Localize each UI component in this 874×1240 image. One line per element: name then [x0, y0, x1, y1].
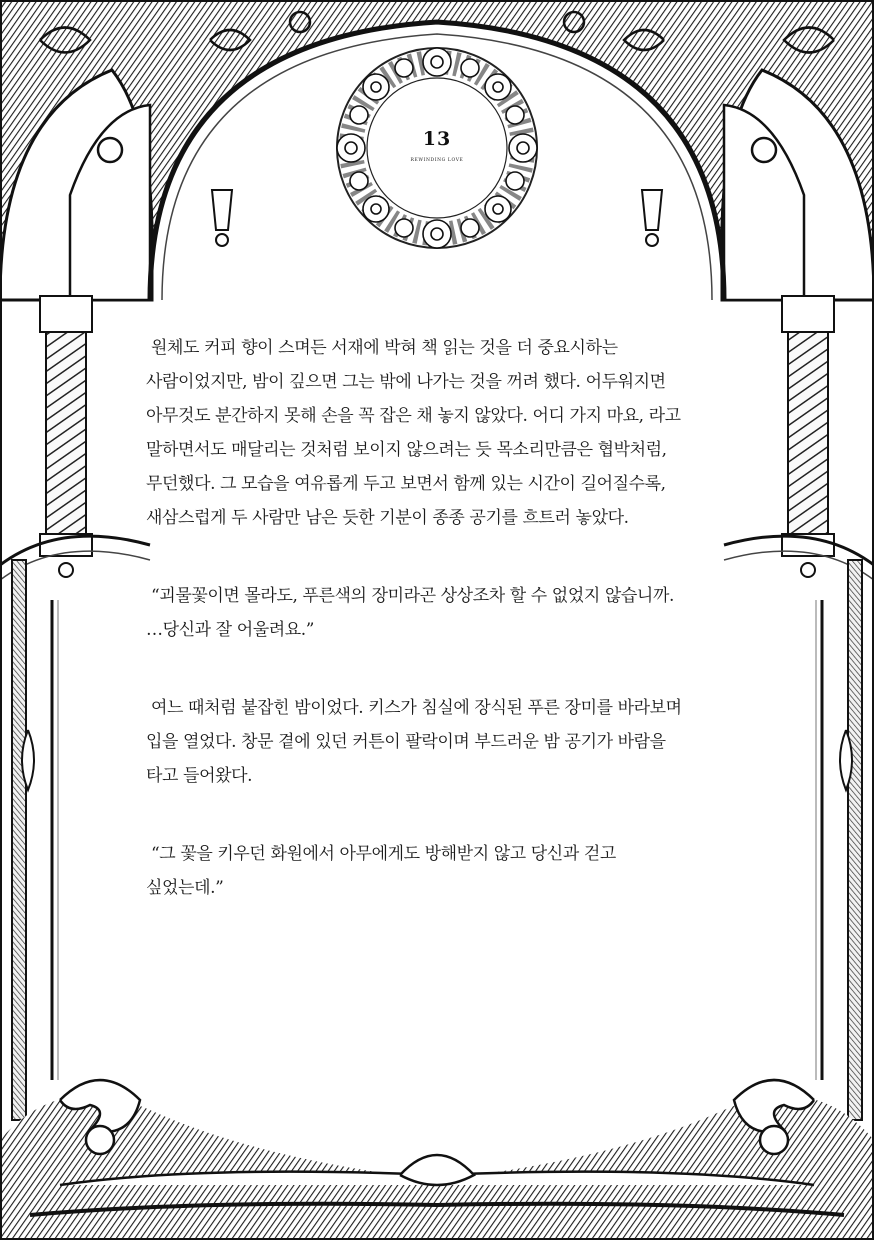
text-line: 무던했다. 그 모습을 여유롭게 두고 보면서 함께 있는 시간이 길어질수록,	[146, 474, 666, 494]
text-line: 아무것도 분간하지 못해 손을 꼭 잡은 채 놓지 않았다. 어디 가지 마요, 라고	[146, 406, 681, 426]
text-line: 말하면서도 매달리는 것처럼 보이지 않으려는 듯 목소리만큼은 협박처럼,	[146, 440, 667, 460]
text-line: 새삼스럽게 두 사람만 남은 듯한 기분이 종종 공기를 흐트러 놓았다.	[146, 508, 629, 528]
bottom-ornament	[0, 1080, 874, 1240]
text-line: 여느 때처럼 붙잡힌 밤이었다. 키스가 침실에 장식된 푸른 장미를 바라보며	[146, 698, 682, 718]
text-line: 입을 열었다. 창문 곁에 있던 커튼이 팔락이며 부드러운 밤 공기가 바람을	[146, 732, 666, 752]
chapter-number: 13	[422, 128, 452, 150]
paragraph	[146, 691, 730, 793]
right-column	[724, 296, 874, 1120]
paragraph	[146, 837, 730, 905]
chapter-subtitle: REWINDING LOVE	[410, 158, 464, 163]
tracery-band	[0, 0, 874, 300]
text-line: 사람이었지만, 밤이 깊으면 그는 밖에 나가는 것을 꺼려 했다. 어두워지면	[146, 372, 666, 392]
text-line: 타고 들어왔다.	[146, 766, 253, 786]
text-line: …당신과 잘 어울려요.”	[146, 620, 315, 640]
left-column	[0, 296, 150, 1120]
paragraph	[146, 579, 730, 647]
text-line: 원체도 커피 향이 스며든 서재에 박혀 책 읽는 것을 더 중요시하는	[146, 338, 618, 358]
chapter-body	[146, 331, 730, 905]
text-line: 싶었는데.”	[146, 878, 224, 898]
text-line: “그 꽃을 키우던 화원에서 아무에게도 방해받지 않고 당신과 걷고	[146, 844, 616, 864]
paragraph	[146, 331, 730, 535]
text-line: “괴물꽃이면 몰라도, 푸른색의 장미라곤 상상조차 할 수 없었지 않습니까.	[146, 586, 674, 606]
